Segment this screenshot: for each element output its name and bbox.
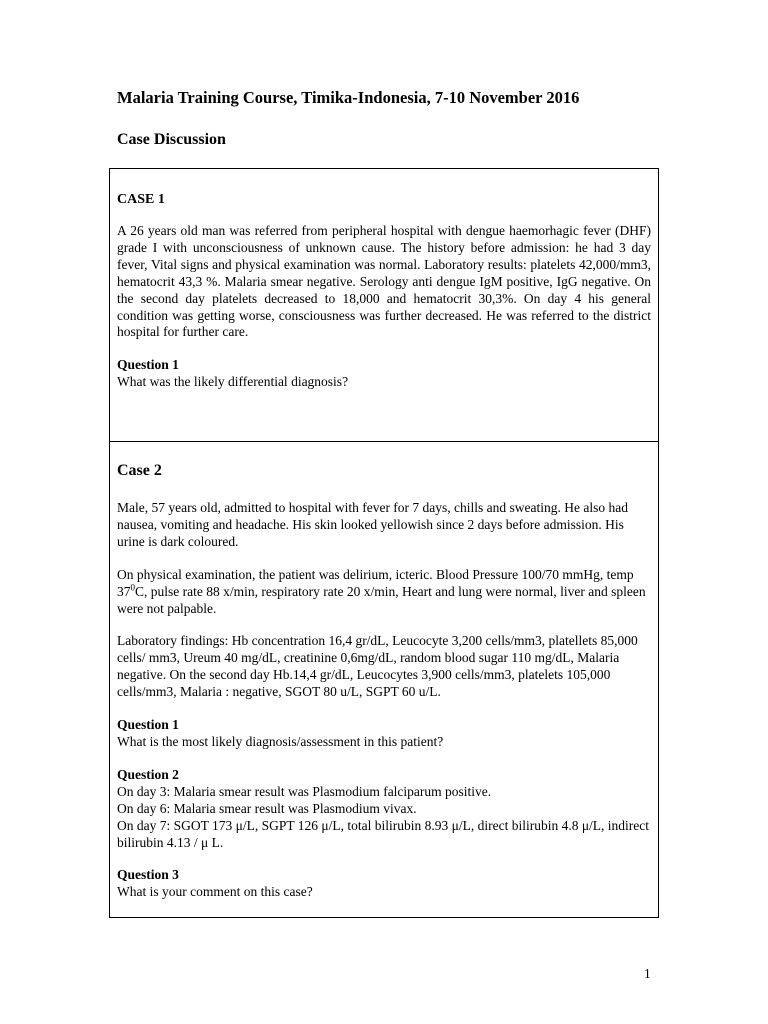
case-2-question-1-label: Question 1 xyxy=(117,717,179,733)
case-2-question-1-text: What is the most likely diagnosis/assessment in this patient? xyxy=(117,733,444,749)
case-2-question-3-label: Question 3 xyxy=(117,867,179,883)
section-title: Case Discussion xyxy=(117,131,226,148)
case-2-question-2-line-3: On day 7: SGOT 173 μ/L, SGPT 126 μ/L, total bilirubin 8.93 μ/L, direct bilirubin 4.8 μ/L, indirect bilirubin 4.13 / μ L. xyxy=(117,817,650,850)
case-1-question-1-text: What was the likely differential diagnosis? xyxy=(117,374,349,390)
case-1-cell xyxy=(110,169,658,442)
case-2-question-2-line-1: On day 3: Malaria smear result was Plasmodium falciparum positive. xyxy=(117,783,492,799)
case-1-heading: CASE 1 xyxy=(117,192,165,207)
case-2-question-3-text: What is your comment on this case? xyxy=(117,884,313,900)
case-2-question-2-label: Question 2 xyxy=(117,766,179,782)
case-2-lab-findings: Laboratory findings: Hb concentration 16,4 gr/dL, Leucocyte 3,200 cells/mm3, platellets 85,000 cells/ mm3, Ureum 40 mg/dL, creatinine 0,6mg/dL, random blood sugar 110 mg/dL, Malaria negative. On the second day Hb.14,4 gr/dL, Leucocytes 3,900 cells/mm3, platelets 105,000 cells/mm3, Malaria : negative, SGOT 80 u/L, SGPT 60 u/L. xyxy=(117,633,638,700)
case-2-heading: Case 2 xyxy=(117,462,162,479)
case-table xyxy=(109,168,659,918)
case-2-physical-exam xyxy=(117,567,651,618)
exam-text-start: On physical examination, the patient was delirium, icteric. Blood Pressure 100/70 mmHg, temp 37 xyxy=(117,566,634,599)
exam-text-end: C, pulse rate 88 x/min, respiratory rate 20 x/min, Heart and lung were normal, liver and spleen were not palpable. xyxy=(117,583,646,616)
case-2-question-2-line-2: On day 6: Malaria smear result was Plasmodium vivax. xyxy=(117,800,417,816)
case-2-history: Male, 57 years old, admitted to hospital with fever for 7 days, chills and sweating. He also had nausea, vomiting and headache. His skin looked yellowish since 2 days before admission. His urine is dark coloured. xyxy=(117,500,629,549)
case-1-paragraph: A 26 years old man was referred from peripheral hospital with dengue haemorhagic fever (DHF) grade I with unconsciousness of unknown cause. The history before admission: he had 3 day fever, Vital signs and physical examination was normal. Laboratory results: platelets 42,000/mm3, hematocrit 43,3 %. Malaria smear negative. Serology anti dengue IgM positive, IgG negative. On the second day platelets decreased to 18,000 and hematocrit 30,3%. On day 4 his general condition was getting worse, consciousness was further decreased. He was referred to the district hospital for further care. xyxy=(117,223,651,340)
page-number: 1 xyxy=(644,966,651,981)
document-title: Malaria Training Course, Timika-Indonesia, 7-10 November 2016 xyxy=(117,88,580,107)
case-1-question-1-label: Question 1 xyxy=(117,357,179,373)
degree-superscript: 0 xyxy=(130,582,135,593)
case-2-cell xyxy=(110,442,658,917)
